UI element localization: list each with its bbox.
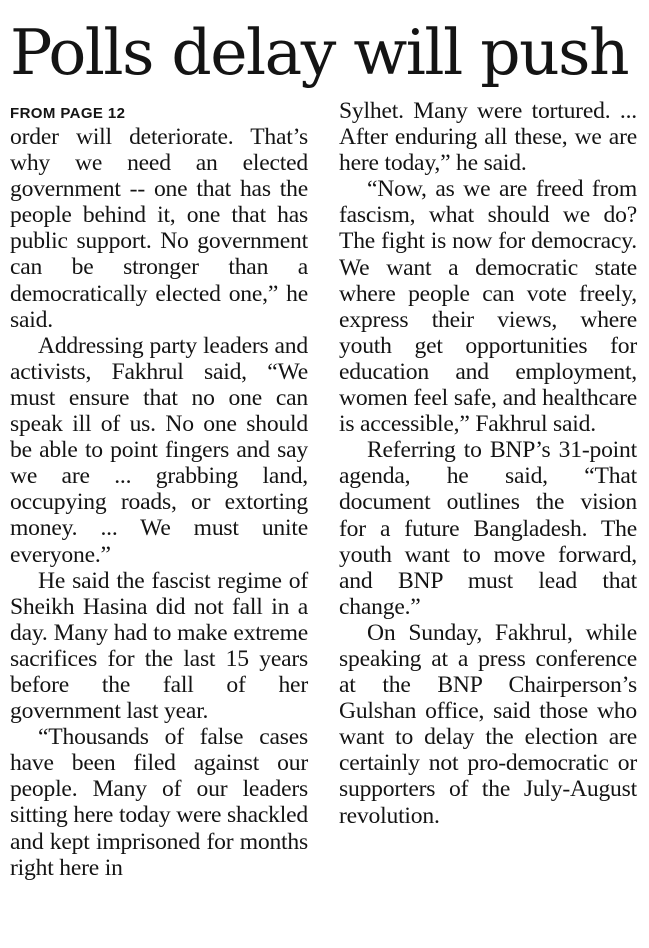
paragraph: “Thousands of false cases have been filed against our people. Many of our leaders sitting here today were shackled and kept imprisoned for months right here in — [10, 724, 308, 881]
right-column — [339, 98, 637, 829]
paragraph: Addressing party leaders and activists, Fakhrul said, “We must ensure that no one can speak ill of us. No one should be able to point fingers and say we are ... grabbing land, occupying roads, or extorting money. ... We must unite everyone.” — [10, 332, 308, 568]
left-column — [10, 98, 308, 881]
paragraph: He said the fascist regime of Sheikh Hasina did not fall in a day. Many had to make extreme sacrifices for the last 15 years before the fall of her government last year. — [10, 567, 308, 725]
jump-line: FROM PAGE 12 — [10, 105, 126, 122]
paragraph: order will deteriorate. That’s why we need an elected government -- one that has the people behind it, one that has public support. No government can be stronger than a democratically elected one,” he said. — [10, 124, 308, 333]
headline: Polls delay will push — [10, 16, 629, 89]
paragraph: Referring to BNP’s 31-point agenda, he said, “That document outlines the vision for a future Bangladesh. The youth want to move forward, and BNP must lead that change.” — [339, 437, 637, 620]
paragraph: On Sunday, Fakhrul, while speaking at a press conference at the BNP Chairperson’s Gulshan office, said those who want to delay the election are certainly not pro-democratic or supporters of the July-August revolution. — [339, 619, 637, 829]
paragraph: Sylhet. Many were tortured. ... After enduring all these, we are here today,” he said. — [339, 98, 637, 177]
paragraph: “Now, as we are freed from fascism, what should we do? The fight is now for democracy. We want a democratic state where people can vote freely, express their views, where youth get opportunities for education and employment, women feel safe, and healthcare is accessible,” Fakhrul said. — [339, 176, 637, 438]
